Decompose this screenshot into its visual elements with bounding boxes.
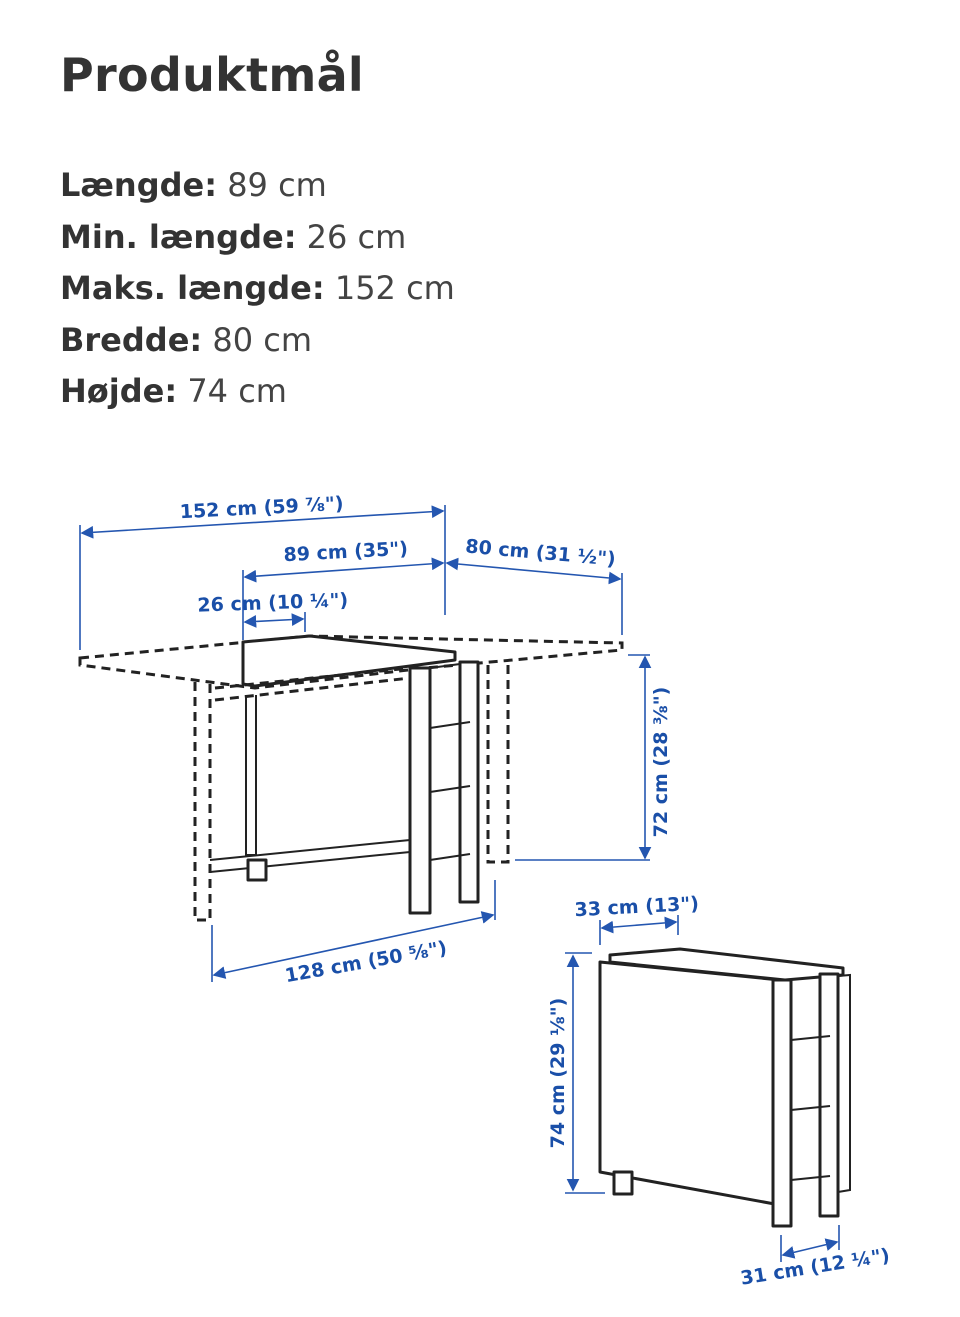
- spec-max-length: Maks. længde: 152 cm: [60, 269, 455, 307]
- dim-folded-width: 31 cm (12 ¼"): [738, 1244, 892, 1290]
- dim-min-length: 26 cm (10 ¼"): [197, 589, 349, 617]
- dim-folded-depth: 33 cm (13"): [573, 892, 700, 922]
- dim-width: 80 cm (31 ½"): [464, 535, 617, 571]
- folded-table-illustration: [600, 949, 850, 1226]
- spec-min-length: Min. længde: 26 cm: [60, 217, 407, 256]
- dim-folded-height: 74 cm (29 ⅛"): [547, 997, 569, 1149]
- dim-table-height: 72 cm (28 ⅜"): [650, 686, 672, 838]
- spec-width: Bredde: 80 cm: [60, 320, 313, 359]
- spec-length: Længde: 89 cm: [60, 166, 327, 204]
- dim-length: 89 cm (35"): [282, 537, 409, 567]
- dim-max-length: 152 cm (59 ⅞"): [179, 492, 345, 524]
- spec-height: Højde: 74 cm: [60, 372, 287, 410]
- extended-table-illustration: [80, 636, 622, 920]
- page-title: Produktmål: [60, 48, 364, 102]
- dim-leg-span: 128 cm (50 ⅝"): [283, 937, 449, 988]
